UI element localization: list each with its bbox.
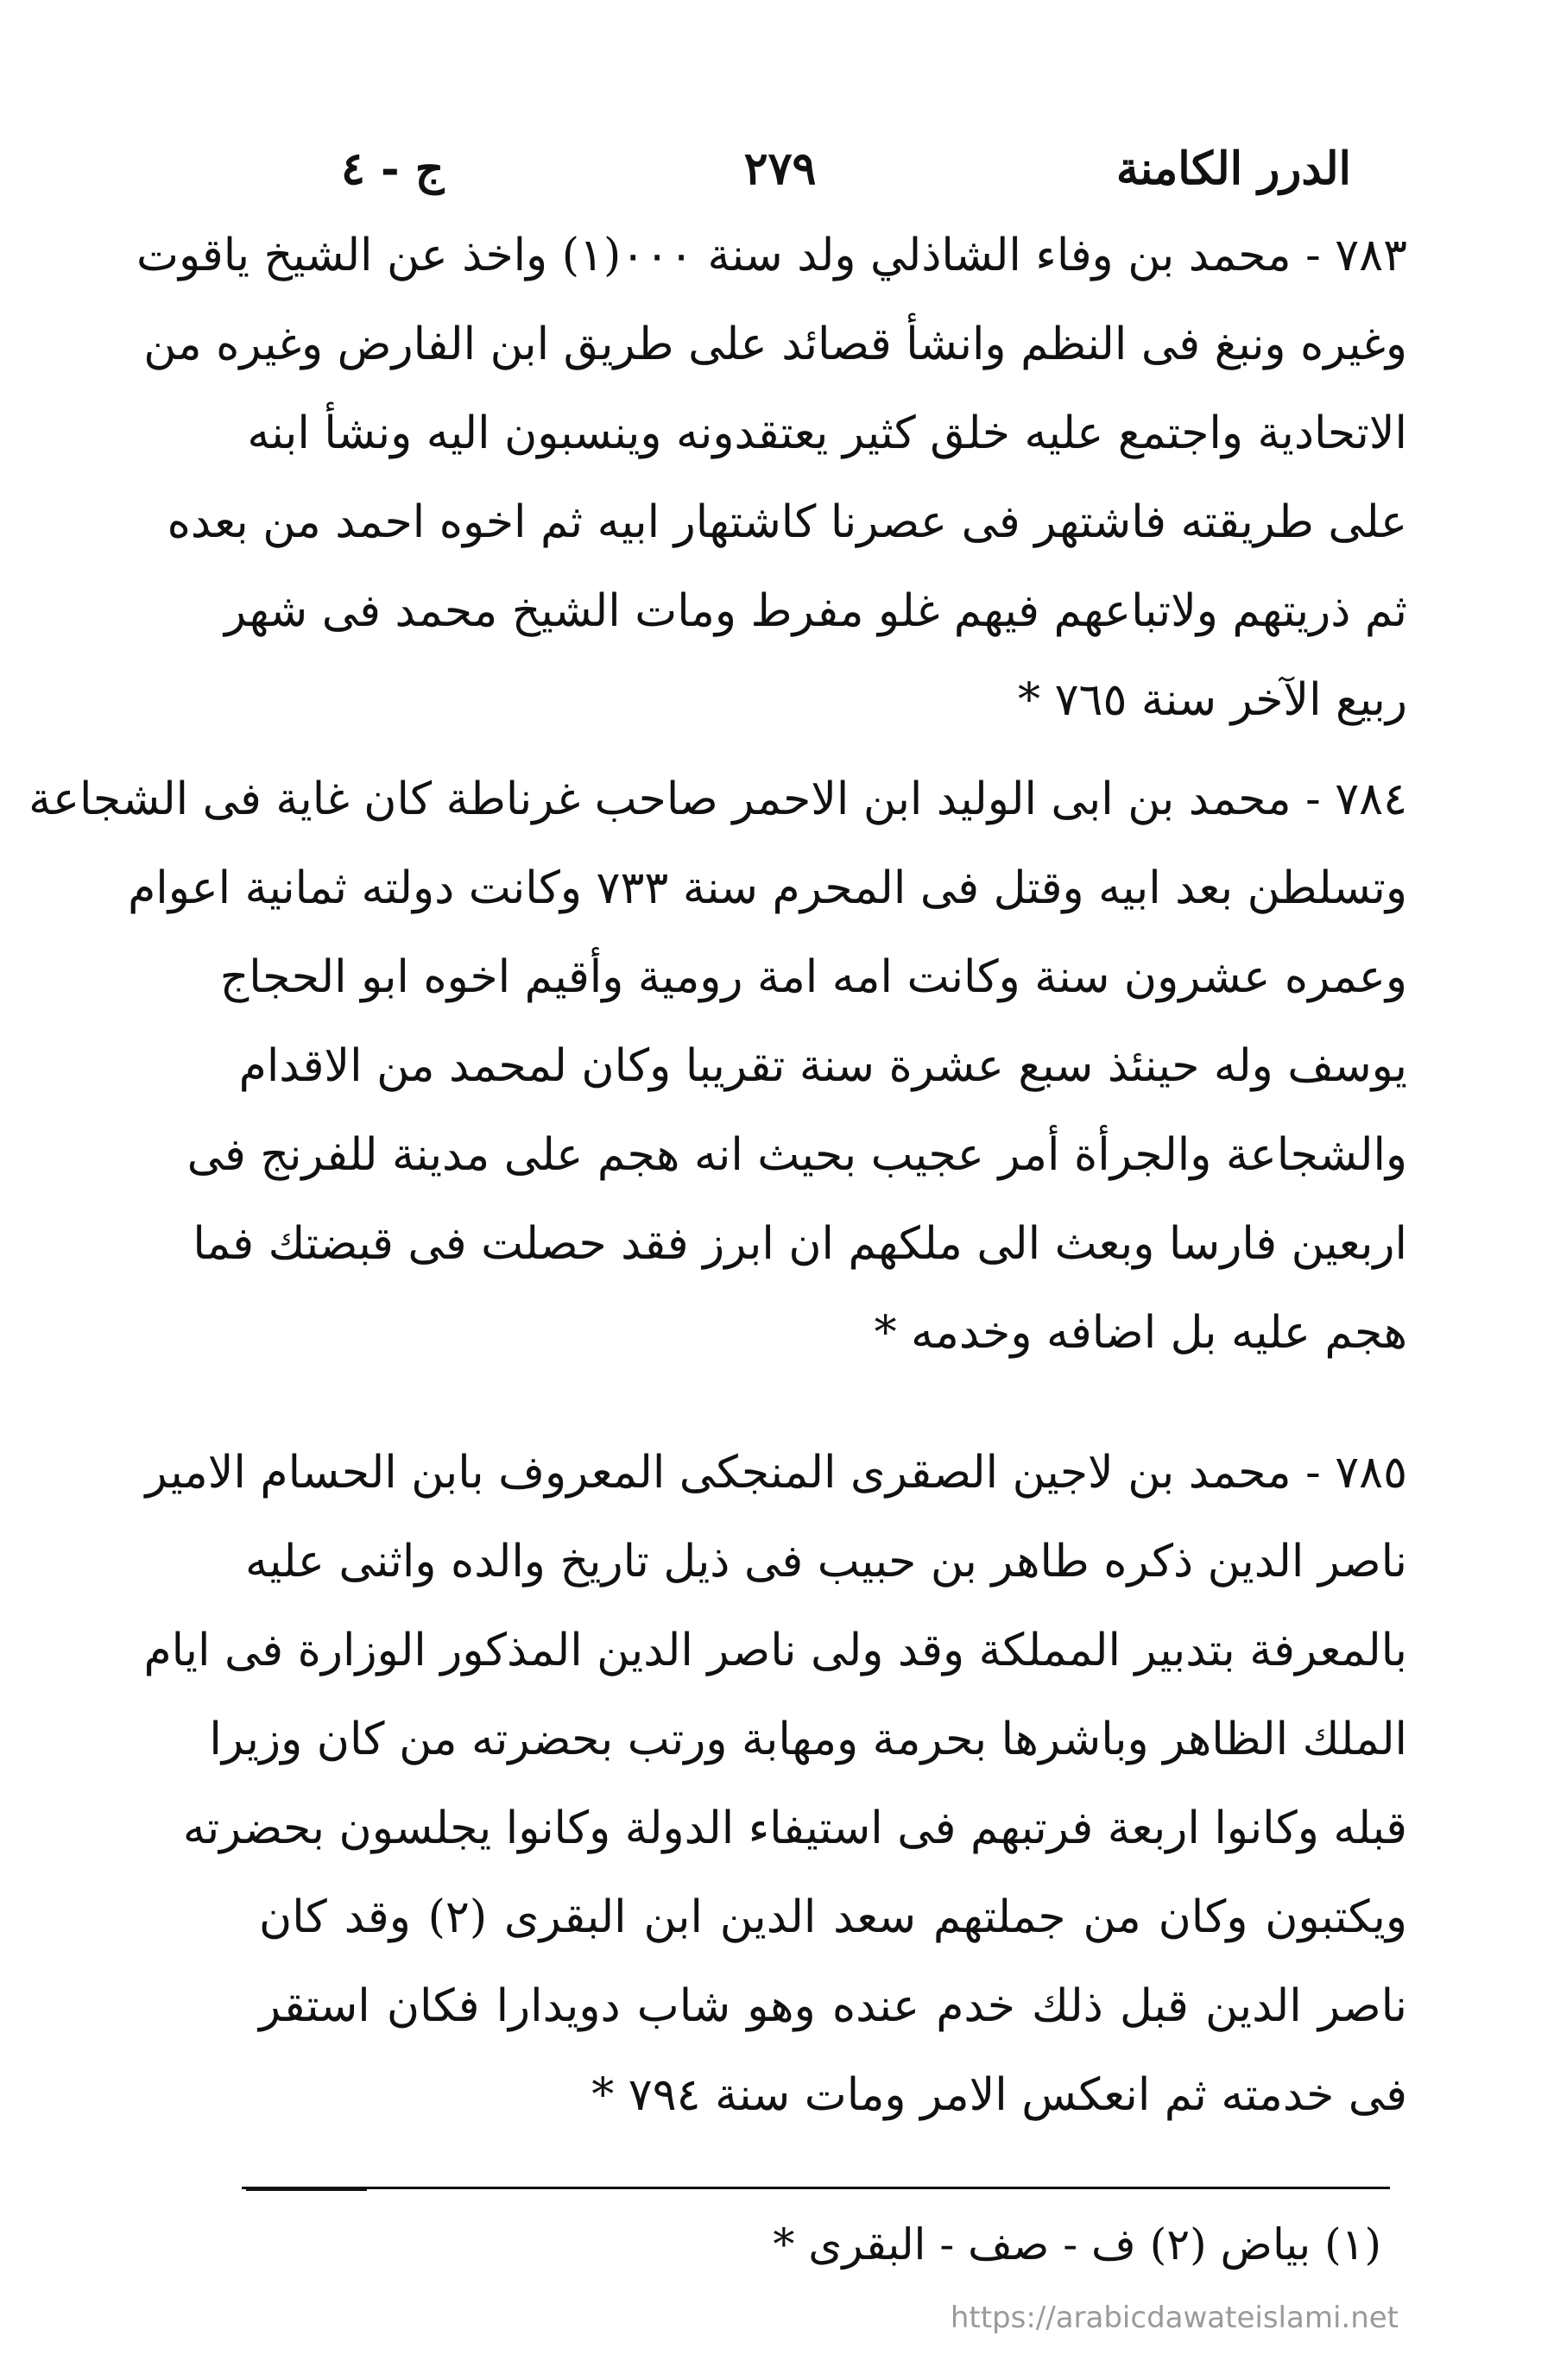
- text-line: ثم ذريتهم ولاتباعهم فيهم غلو مفرط ومات الشيخ محمد فى شهر: [224, 585, 1407, 637]
- watermark-url: https://arabicdawateislami.net: [950, 2301, 1399, 2335]
- text-line: ناصر الدين قبل ذلك خدم عنده وهو شاب دويدارا فكان استقر: [259, 1980, 1408, 2032]
- text-line: الملك الظاهر وباشرها بحرمة ومهابة ورتب بحضرته من كان وزيرا: [209, 1714, 1407, 1765]
- text-line: اربعين فارسا وبعث الى ملكهم ان ابرز فقد حصلت فى قبضتك فما: [193, 1218, 1407, 1270]
- text-line: ٧٨٤ - محمد بن ابى الوليد ابن الاحمر صاحب غرناطة كان غاية فى الشجاعة: [28, 773, 1407, 825]
- text-line: والشجاعة والجرأة أمر عجيب بحيث انه هجم على مدينة للفرنج فى: [186, 1129, 1407, 1181]
- volume-label: ج - ٤: [341, 142, 445, 195]
- entry-784: [28, 755, 1407, 1378]
- text-line: ٧٨٣ - محمد بن وفاء الشاذلي ولد سنة ٠٠٠(١) واخذ عن الشيخ ياقوت: [136, 230, 1407, 281]
- text-line: وتسلطن بعد ابيه وقتل فى المحرم سنة ٧٣٣ وكانت دولته ثمانية اعوام: [128, 862, 1407, 914]
- page-number: ٢٧٩: [743, 142, 817, 195]
- book-title: الدرر الكامنة: [1115, 142, 1351, 195]
- text-line: ٧٨٥ - محمد بن لاجين الصقرى المنجكى المعروف بابن الحسام الامير: [145, 1447, 1407, 1499]
- text-line: وغيره ونبغ فى النظم وانشأ قصائد على طريق ابن الفارض وغيره من: [143, 319, 1407, 370]
- text-line: وعمره عشرون سنة وكانت امه امة رومية وأقيم اخوه ابو الحجاج: [219, 951, 1407, 1003]
- text-line: هجم عليه بل اضافه وخدمه *: [874, 1307, 1407, 1359]
- text-line: ربيع الآخر سنة ٧٦٥ *: [1018, 674, 1407, 726]
- entry-785: [143, 1429, 1408, 2140]
- footnote: (١) بياض (٢) ف - صف - البقرى *: [773, 2219, 1381, 2270]
- text-line: ويكتبون وكان من جملتهم سعد الدين ابن البقرى (٢) وقد كان: [259, 1891, 1407, 1943]
- footnote-divider-accent: [246, 2187, 367, 2191]
- footnote-divider: [242, 2187, 1390, 2189]
- text-line: ناصر الدين ذكره طاهر بن حبيب فى ذيل تاريخ والده واثنى عليه: [245, 1536, 1407, 1588]
- text-line: الاتحادية واجتمع عليه خلق كثير يعتقدونه وينسبون اليه ونشأ ابنه: [247, 407, 1407, 459]
- text-line: فى خدمته ثم انعكس الامر ومات سنة ٧٩٤ *: [591, 2069, 1407, 2121]
- text-line: يوسف وله حينئذ سبع عشرة سنة تقريبا وكان لمحمد من الاقدام: [238, 1040, 1407, 1092]
- text-line: قبله وكانوا اربعة فرتبهم فى استيفاء الدولة وكانوا يجلسون بحضرته: [182, 1802, 1407, 1854]
- entry-783: [136, 211, 1407, 745]
- page-header: [341, 129, 1351, 207]
- text-line: بالمعرفة بتدبير المملكة وقد ولى ناصر الدين المذكور الوزارة فى ايام: [143, 1625, 1407, 1676]
- text-line: على طريقته فاشتهر فى عصرنا كاشتهار ابيه ثم اخوه احمد من بعده: [167, 496, 1407, 548]
